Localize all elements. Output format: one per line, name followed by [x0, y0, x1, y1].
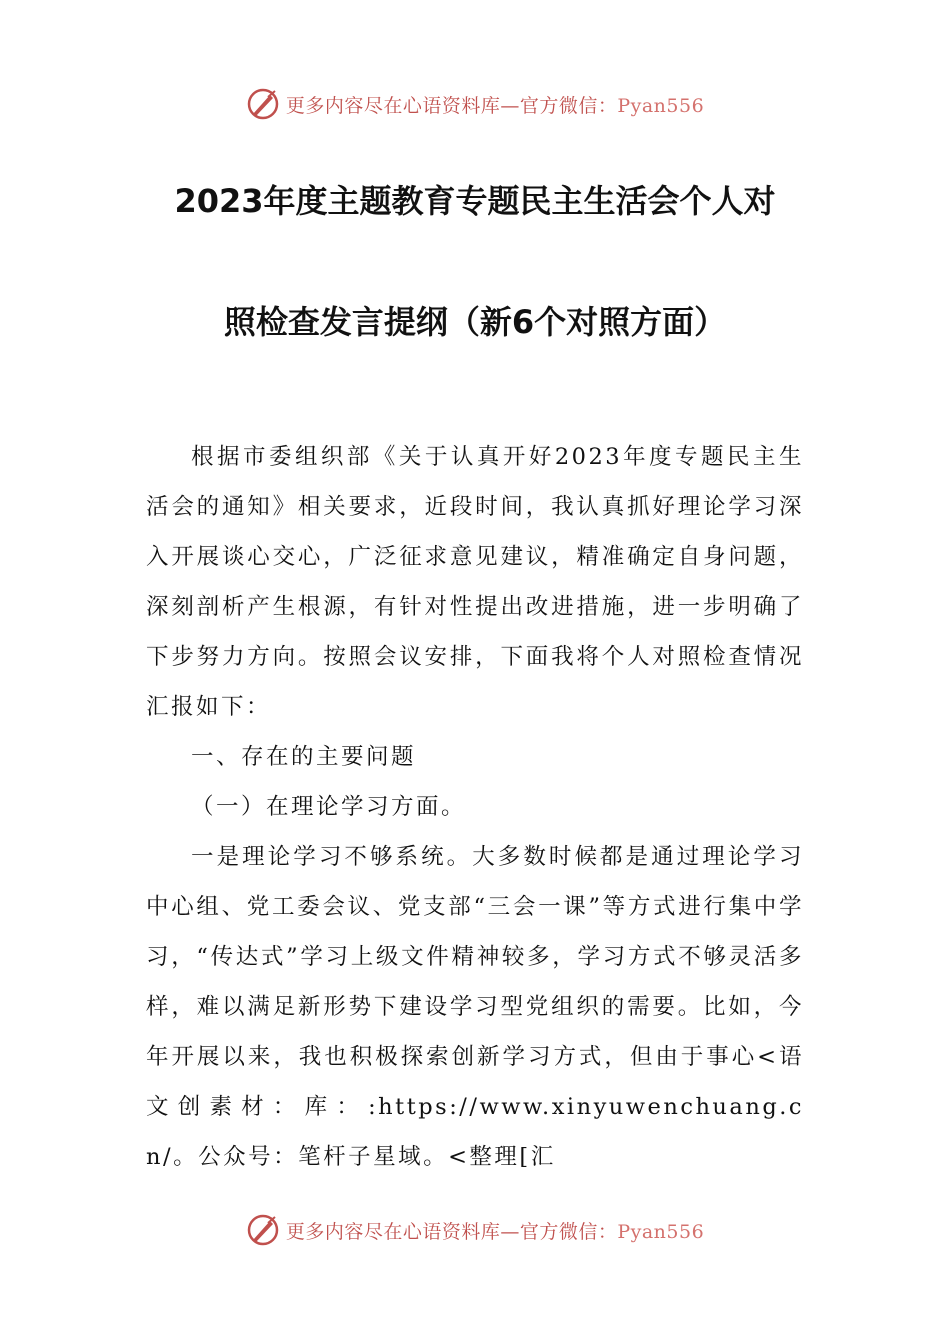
footer-watermark-banner — [0, 1210, 950, 1250]
footer-wechat-id: Pyan556 — [617, 1220, 705, 1243]
document-body — [146, 432, 804, 1182]
quill-pen-logo-icon — [246, 1213, 280, 1247]
footer-banner-text: 更多内容尽在心语资料库—官方微信：Pyan556 — [285, 1220, 705, 1243]
header-watermark-banner — [0, 84, 950, 124]
document-title-line-1: 2023年度主题教育专题民主生活会个人对 — [174, 182, 776, 220]
document-title-line-2: 照检查发言提纲（新6个对照方面） — [223, 303, 727, 341]
header-wechat-id: Pyan556 — [617, 94, 705, 117]
subsection-heading: （一）在理论学习方面。 — [191, 794, 467, 820]
section-heading: 一、存在的主要问题 — [191, 744, 417, 770]
intro-paragraph: 根据市委组织部《关于认真开好2023年度专题民主生活会的通知》相关要求，近段时间，我认真抓好理论学习深入开展谈心交心，广泛征求意见建议，精准确定自身问题，深刻剖析产生根源，有针对性提出改进措施，进一步明确了下步努力方向。按照会议安排，下面我将个人对照检查情况汇报如下： — [146, 444, 804, 720]
quill-pen-logo-icon — [246, 87, 280, 121]
header-banner-text: 更多内容尽在心语资料库—官方微信：Pyan556 — [285, 94, 705, 117]
point-paragraph: 一是理论学习不够系统。大多数时候都是通过理论学习中心组、党工委会议、党支部“三会一课”等方式进行集中学习，“传达式”学习上级文件精神较多，学习方式不够灵活多样，难以满足新形势下建设学习型党组织的需要。比如，今年开展以来，我也积极探索创新学习方式，但由于事心<语文创素材：库：:https://www.xinyuwenchuang.cn/。公众号：笔杆子星域。<整理[汇 — [146, 844, 804, 1170]
